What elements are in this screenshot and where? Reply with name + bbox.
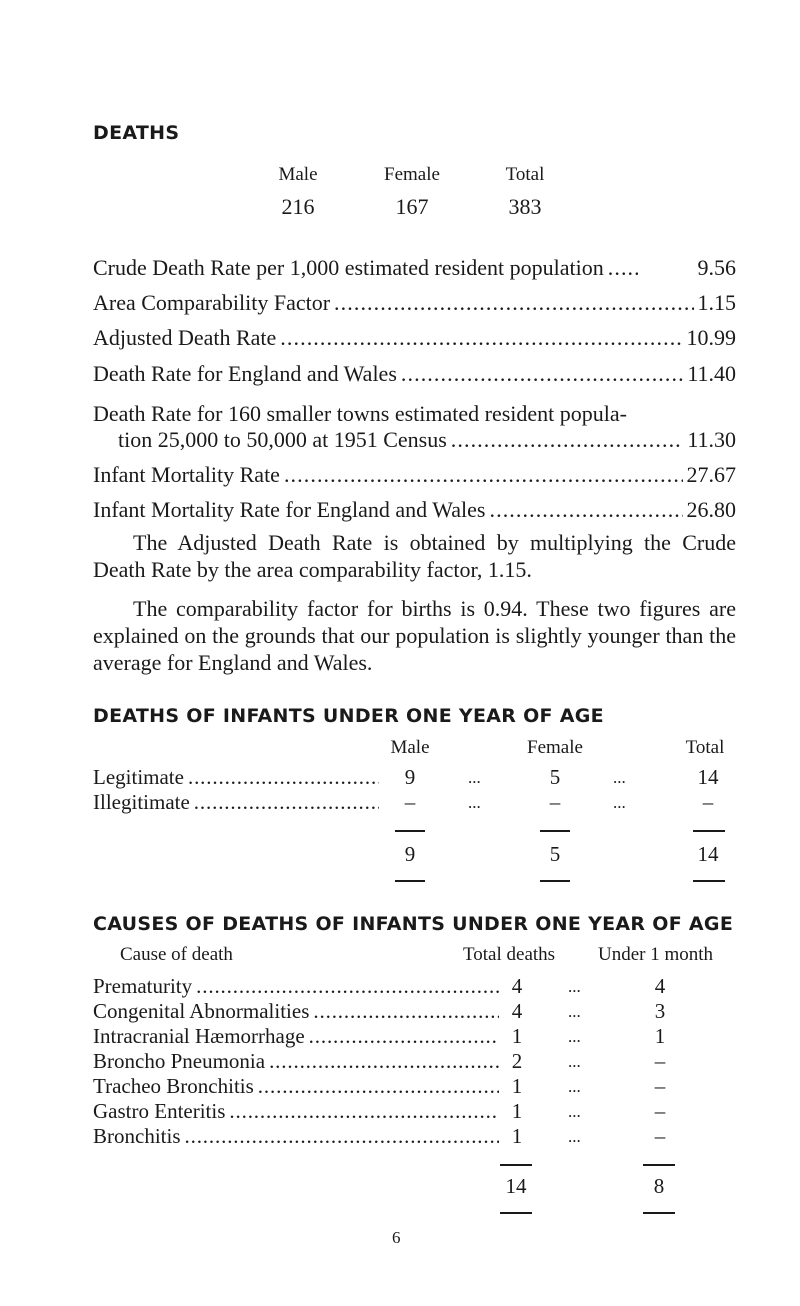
leader-dots xyxy=(229,1099,499,1124)
cause-total: 2 xyxy=(511,1049,523,1073)
cause-total: 1 xyxy=(511,1099,523,1123)
rate-row xyxy=(93,361,736,387)
explanation-paragraph: The comparability factor for births is 0.94. These two figures are explained on the grounds that our population is slightly younger than the average for England and Wales. xyxy=(93,596,736,675)
cause-label: Tracheo Bronchitis xyxy=(93,1074,254,1098)
ellipsis: ... xyxy=(568,1027,581,1046)
rule xyxy=(540,830,570,832)
rule xyxy=(500,1164,532,1166)
leader-dots xyxy=(188,765,379,790)
row-label: Illegitimate xyxy=(93,790,190,814)
deaths-total-value: 383 xyxy=(508,194,542,219)
cause-label: Bronchitis xyxy=(93,1124,181,1148)
infant-row-label xyxy=(93,765,383,790)
rule xyxy=(693,830,725,832)
infant-header-total: Total xyxy=(685,737,725,758)
cause-row-label xyxy=(93,1099,503,1124)
leader-dots xyxy=(608,255,638,281)
rule xyxy=(500,1212,532,1214)
rate-row xyxy=(118,427,736,453)
rate-row xyxy=(93,325,736,351)
causes-total-under-month: 8 xyxy=(653,1174,665,1198)
deaths-female-value: 167 xyxy=(395,194,429,219)
cause-label: Prematurity xyxy=(93,974,193,998)
ellipsis: ... xyxy=(568,1102,581,1121)
rate-row xyxy=(93,462,736,488)
ellipsis: ... xyxy=(468,793,481,812)
cause-label: Intracranial Hæmorrhage xyxy=(93,1024,305,1048)
rule xyxy=(693,880,725,882)
cause-under-month: – xyxy=(654,1124,666,1148)
cause-row-label xyxy=(93,974,503,999)
cause-total: 1 xyxy=(511,1024,523,1048)
causes-heading: CAUSES OF DEATHS OF INFANTS UNDER ONE YEAR OF AGE xyxy=(93,913,734,935)
cause-row-label xyxy=(93,1074,503,1099)
rate-value: 26.80 xyxy=(686,497,736,522)
cause-total: 1 xyxy=(511,1074,523,1098)
leader-dots xyxy=(284,462,683,488)
leader-dots xyxy=(269,1049,499,1074)
causes-header-total: Total deaths xyxy=(463,944,556,965)
cause-total: 4 xyxy=(511,974,523,998)
ellipsis: ... xyxy=(568,1052,581,1071)
deaths-male-value: 216 xyxy=(281,194,315,219)
ellipsis: ... xyxy=(568,1077,581,1096)
rate-label: Infant Mortality Rate for England and Wales xyxy=(93,497,486,522)
illegitimate-male: – xyxy=(404,790,416,814)
leader-dots xyxy=(451,427,684,453)
rule xyxy=(395,880,425,882)
cause-label: Congenital Abnormalities xyxy=(93,999,310,1023)
page-number: 6 xyxy=(392,1228,401,1247)
rate-value: 9.56 xyxy=(697,255,736,280)
leader-dots xyxy=(194,790,379,815)
causes-header-cause: Cause of death xyxy=(120,944,233,965)
infant-header-female: Female xyxy=(527,737,583,758)
rate-label-line1: Death Rate for 160 smaller towns estimated resident popula- xyxy=(93,401,627,426)
cause-under-month: 4 xyxy=(654,974,666,998)
ellipsis: ... xyxy=(568,977,581,996)
rule xyxy=(540,880,570,882)
ellipsis: ... xyxy=(568,1002,581,1021)
rule xyxy=(643,1164,675,1166)
leader-dots xyxy=(185,1124,500,1149)
deaths-heading: DEATHS xyxy=(93,122,180,144)
rate-row xyxy=(93,255,736,281)
illegitimate-total: – xyxy=(702,790,714,814)
cause-total: 4 xyxy=(511,999,523,1023)
infant-row-label xyxy=(93,790,383,815)
ellipsis: ... xyxy=(613,793,626,812)
causes-header-under-month: Under 1 month xyxy=(598,944,714,965)
rate-label: Adjusted Death Rate xyxy=(93,325,277,350)
cause-total: 1 xyxy=(511,1124,523,1148)
rate-value: 10.99 xyxy=(686,325,736,350)
rate-row xyxy=(93,497,736,523)
cause-under-month: – xyxy=(654,1099,666,1123)
cause-under-month: – xyxy=(654,1049,666,1073)
leader-dots xyxy=(280,325,682,351)
ellipsis: ... xyxy=(613,768,626,787)
infant-total-total: 14 xyxy=(697,842,719,866)
infant-total-male: 9 xyxy=(404,842,416,866)
rate-value: 11.40 xyxy=(687,361,736,386)
cause-row-label xyxy=(93,1049,503,1074)
rate-row xyxy=(93,290,736,316)
infant-total-female: 5 xyxy=(549,842,561,866)
rate-value: 27.67 xyxy=(686,462,736,487)
leader-dots xyxy=(196,974,499,999)
leader-dots xyxy=(313,999,499,1024)
rate-label: Infant Mortality Rate xyxy=(93,462,280,487)
cause-label: Gastro Enteritis xyxy=(93,1099,226,1123)
cause-label: Broncho Pneumonia xyxy=(93,1049,266,1073)
leader-dots xyxy=(258,1074,499,1099)
leader-dots xyxy=(334,290,693,316)
ellipsis: ... xyxy=(568,1127,581,1146)
cause-under-month: – xyxy=(654,1074,666,1098)
leader-dots xyxy=(309,1024,499,1049)
rule xyxy=(395,830,425,832)
causes-total-total: 14 xyxy=(505,1174,527,1198)
illegitimate-female: – xyxy=(549,790,561,814)
rate-label: Area Comparability Factor xyxy=(93,290,331,315)
rate-label-line2: tion 25,000 to 50,000 at 1951 Census xyxy=(118,427,447,452)
deaths-header-total: Total xyxy=(505,164,545,185)
rule xyxy=(643,1212,675,1214)
explanation-paragraph: The Adjusted Death Rate is obtained by multiplying the Crude Death Rate by the area comparability factor, 1.15. xyxy=(93,530,736,582)
cause-row-label xyxy=(93,1124,503,1149)
infant-deaths-heading: DEATHS OF INFANTS UNDER ONE YEAR OF AGE xyxy=(93,705,604,727)
legitimate-male: 9 xyxy=(404,765,416,789)
infant-header-male: Male xyxy=(390,737,430,758)
ellipsis: ... xyxy=(468,768,481,787)
deaths-header-female: Female xyxy=(384,164,440,185)
legitimate-female: 5 xyxy=(549,765,561,789)
row-label: Legitimate xyxy=(93,765,184,789)
cause-row-label xyxy=(93,1024,503,1049)
cause-under-month: 1 xyxy=(654,1024,666,1048)
leader-dots xyxy=(490,497,683,523)
cause-row-label xyxy=(93,999,503,1024)
deaths-header-male: Male xyxy=(278,164,318,185)
leader-dots xyxy=(401,361,683,387)
rate-label: Death Rate for England and Wales xyxy=(93,361,397,386)
legitimate-total: 14 xyxy=(697,765,719,789)
cause-under-month: 3 xyxy=(654,999,666,1023)
rate-value: 1.15 xyxy=(697,290,736,315)
rate-label: Crude Death Rate per 1,000 estimated resident population xyxy=(93,255,604,280)
rate-value: 11.30 xyxy=(687,427,736,452)
